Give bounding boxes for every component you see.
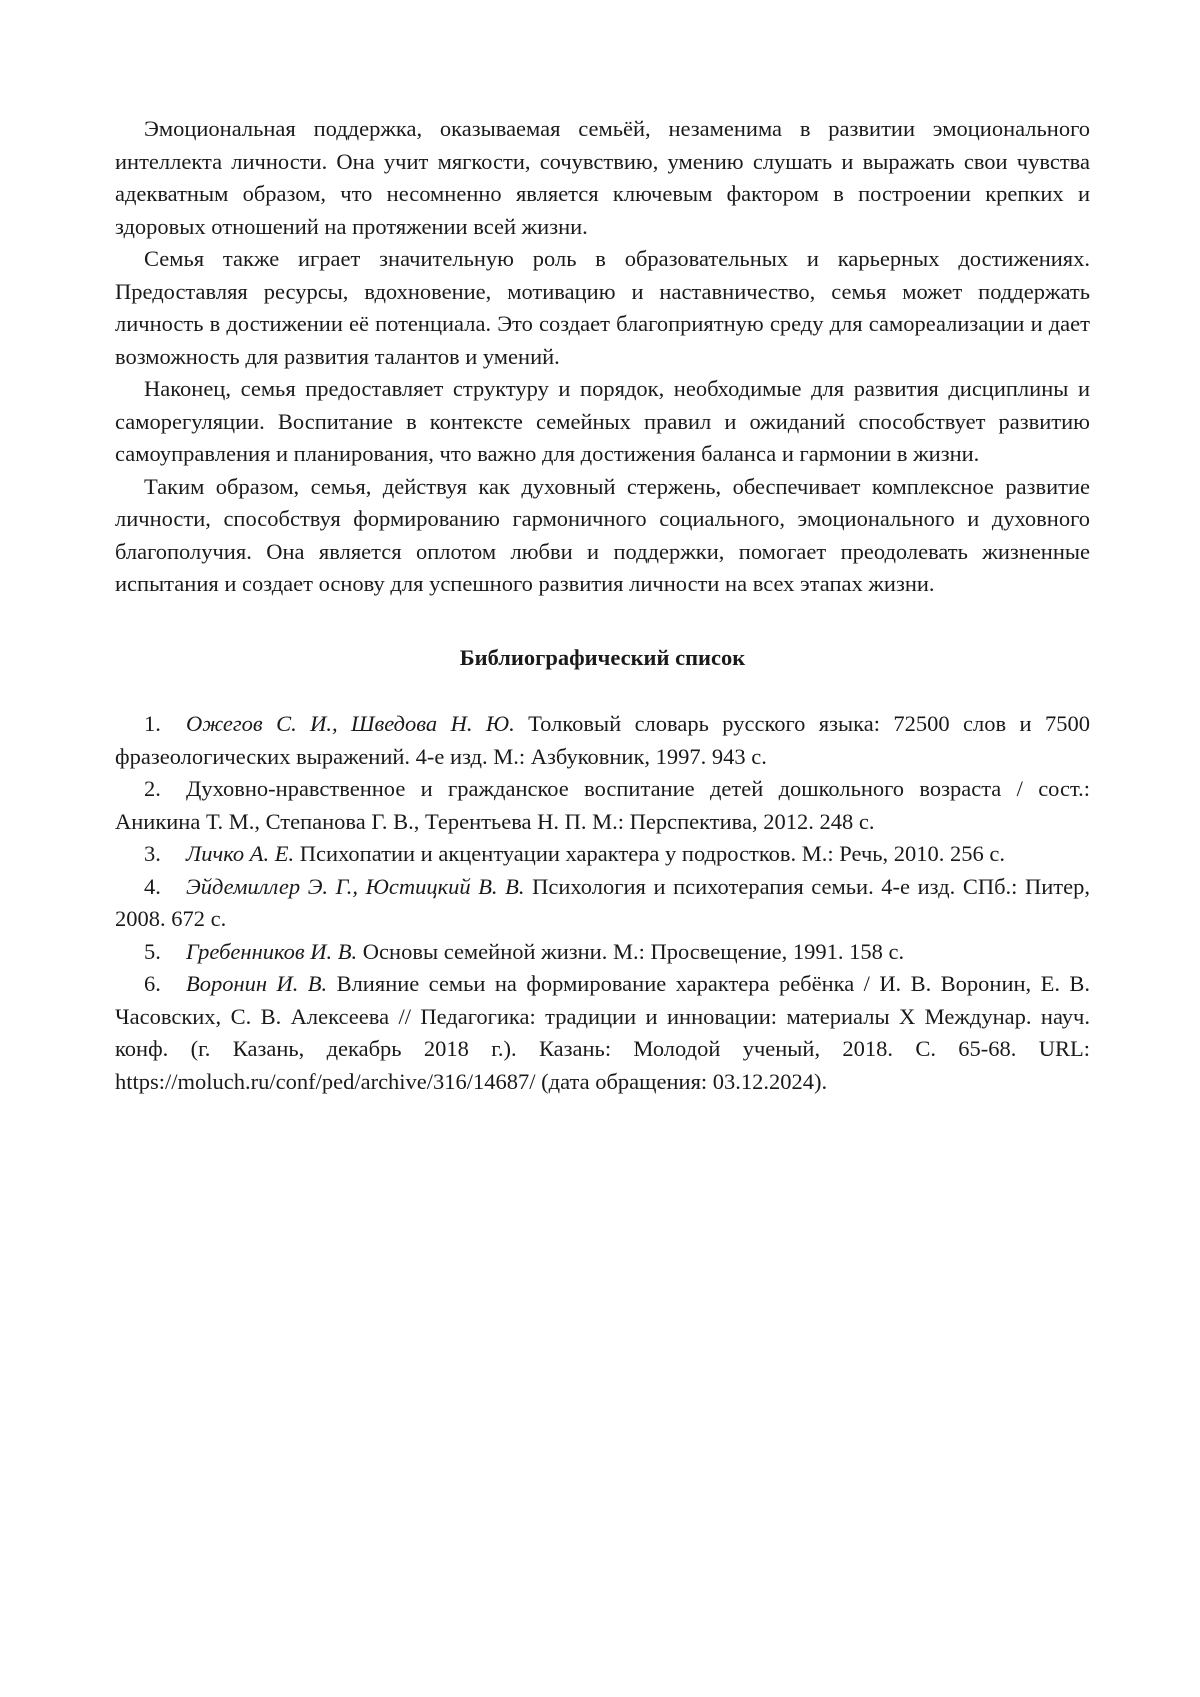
item-text: Психопатии и акцентуации характера у подростков. М.: Речь, 2010. 256 с. [294, 841, 1006, 866]
bibliography-item [115, 936, 1090, 969]
bibliography-item [115, 838, 1090, 871]
item-number: 5. [144, 938, 161, 964]
item-authors: Эйдемиллер Э. Г., Юстицкий В. В. [186, 873, 525, 899]
bibliography-item [115, 871, 1090, 936]
item-number: 6. [144, 971, 161, 996]
item-authors: Ожегов С. И., Шведова Н. Ю. [186, 711, 515, 736]
bibliography-item [115, 708, 1090, 773]
document-page [115, 113, 1090, 1098]
bibliography-list [115, 708, 1090, 1098]
paragraph: Эмоциональная поддержка, оказываемая семьёй, незаменима в развитии эмоционального интеллекта личности. Она учит мягкости, сочувствию, умению слушать и выражать свои чувства адекватным образом, что несомненно является ключевым фактором в построении крепких и здоровых отношений на протяжении всей жизни. [115, 116, 1090, 239]
item-authors: Личко А. Е. [186, 841, 295, 866]
paragraph: Семья также играет значительную роль в образовательных и карьерных достижениях. Предоставляя ресурсы, вдохновение, мотивацию и наставничество, семья может поддержать личность в достижении её потенциала. Это создает благоприятную среду для самореализации и дает возможность для развития талантов и умений. [115, 246, 1090, 369]
item-text: Духовно-нравственное и гражданское воспитание детей дошкольного возраста / сост.: Аникина Т. М., Степанова Г. В., Терентьева Н. П. М.: Перспектива, 2012. 248 с. [115, 776, 1090, 834]
item-authors: Гребенников И. В. [186, 938, 358, 964]
bibliography-item [115, 773, 1090, 838]
body-text [115, 113, 1090, 601]
bibliography-item [115, 968, 1090, 1098]
item-text: Основы семейной жизни. М.: Просвещение, 1991. 158 с. [357, 938, 905, 964]
item-text: Толковый словарь русского языка: 72500 слов и 7500 фразеологических выражений. 4-е изд. М.: Азбуковник, 1997. 943 с. [115, 711, 1090, 769]
item-number: 3. [144, 841, 161, 866]
item-authors: Воронин И. В. [186, 971, 328, 996]
item-number: 1. [144, 711, 161, 736]
paragraph: Таким образом, семья, действуя как духовный стержень, обеспечивает комплексное развитие личности, способствуя формированию гармоничного социального, эмоционального и духовного благополучия. Она является оплотом любви и поддержки, помогает преодолевать жизненные испытания и создает основу для успешного развития личности на всех этапах жизни. [115, 473, 1090, 596]
paragraph: Наконец, семья предоставляет структуру и порядок, необходимые для развития дисциплины и саморегуляции. Воспитание в контексте семейных правил и ожиданий способствует развитию самоуправления и планирования, что важно для достижения баланса и гармонии в жизни. [115, 376, 1090, 466]
item-text: Психология и психотерапия семьи. 4-е изд. СПб.: Питер, 2008. 672 с. [115, 873, 1090, 931]
item-number: 2. [144, 776, 161, 801]
bibliography-heading: Библиографический список [459, 644, 746, 670]
item-text: Влияние семьи на формирование характера ребёнка / И. В. Воронин, Е. В. Часовских, С. В. Алексеева // Педагогика: традиции и инновации: материалы X Междунар. науч. конф. (г. Казань, декабрь 2018 г.). Казань: Молодой ученый, 2018. С. 65-68. URL: https://moluch.ru/conf/ped/archive/316/14687/ (дата обращения: 03.12.2024). [115, 971, 1090, 1094]
item-number: 4. [144, 873, 161, 899]
